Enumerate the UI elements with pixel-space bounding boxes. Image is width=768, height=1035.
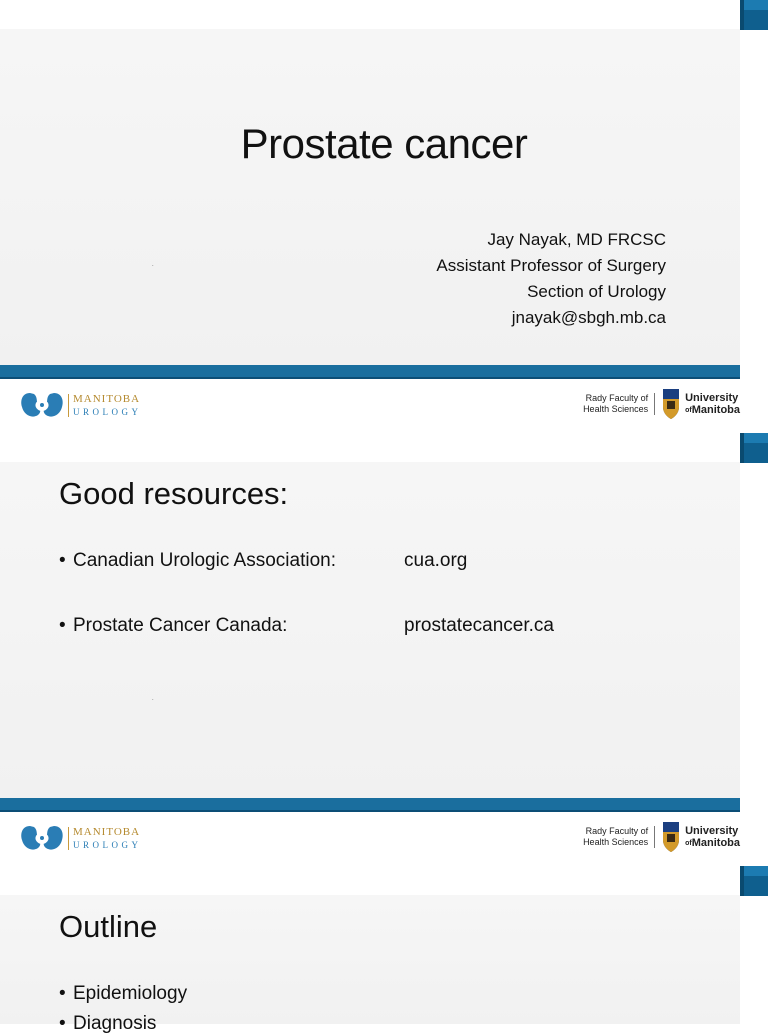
slide-tab-marker bbox=[740, 433, 768, 463]
logo-text-urology: UROLOGY bbox=[73, 406, 142, 417]
university-of: of bbox=[685, 839, 692, 847]
author-position: Assistant Professor of Surgery bbox=[436, 256, 666, 275]
university-of: of bbox=[685, 406, 692, 414]
manitoba-urology-logo bbox=[20, 389, 142, 421]
university-line-1: University bbox=[685, 824, 739, 837]
list-item bbox=[59, 615, 287, 637]
author-email: jnayak@sbgh.mb.ca bbox=[511, 308, 666, 327]
faculty-line-1: Rady Faculty of bbox=[585, 826, 649, 836]
bullet-icon: • bbox=[59, 550, 66, 571]
outline-item: Diagnosis bbox=[73, 1013, 157, 1034]
slide-footer bbox=[0, 365, 740, 461]
kidney-logo-icon bbox=[20, 822, 64, 854]
stray-dot: . bbox=[152, 696, 154, 702]
university-manitoba-logo bbox=[583, 387, 740, 421]
bullet-icon: • bbox=[59, 1013, 66, 1034]
resource-name: Prostate Cancer Canada: bbox=[73, 615, 288, 636]
faculty-line-1: Rady Faculty of bbox=[585, 393, 649, 403]
university-shield-icon bbox=[661, 387, 681, 421]
outline-item: Epidemiology bbox=[73, 983, 188, 1004]
slide-tab-marker bbox=[740, 866, 768, 896]
list-item bbox=[59, 550, 336, 572]
resource-link[interactable]: cua.org bbox=[404, 550, 468, 571]
slide-heading: Good resources: bbox=[59, 476, 289, 511]
author-section: Section of Urology bbox=[527, 282, 666, 301]
logo-text-manitoba: MANITOBA bbox=[73, 392, 141, 405]
slide-footer bbox=[0, 798, 740, 894]
stray-dot: . bbox=[152, 262, 154, 268]
slide-heading: Outline bbox=[59, 909, 158, 944]
logo-text-urology: UROLOGY bbox=[73, 839, 142, 850]
slide-title: Prostate cancer bbox=[240, 120, 528, 167]
kidney-logo-icon bbox=[20, 389, 64, 421]
author-name: Jay Nayak, MD FRCSC bbox=[487, 230, 666, 249]
university-line-2: Manitoba bbox=[691, 836, 740, 849]
bullet-icon: • bbox=[59, 615, 66, 636]
footer-bar bbox=[0, 798, 740, 810]
footer-bar bbox=[0, 365, 740, 377]
list-item bbox=[59, 1013, 156, 1035]
footer-logos bbox=[0, 379, 740, 461]
logo-text-manitoba: MANITOBA bbox=[73, 825, 141, 838]
slide-tab-marker bbox=[740, 0, 768, 30]
bullet-icon: • bbox=[59, 983, 66, 1004]
resource-link[interactable]: prostatecancer.ca bbox=[404, 615, 554, 636]
university-line-1: University bbox=[685, 391, 739, 404]
list-item bbox=[59, 983, 187, 1005]
resource-name: Canadian Urologic Association: bbox=[73, 550, 336, 571]
author-block bbox=[436, 227, 666, 331]
university-shield-icon bbox=[661, 820, 681, 854]
footer-logos bbox=[0, 812, 740, 894]
manitoba-urology-logo bbox=[20, 822, 142, 854]
university-manitoba-logo bbox=[583, 820, 740, 854]
university-line-2: Manitoba bbox=[691, 403, 740, 416]
faculty-line-2: Health Sciences bbox=[583, 837, 649, 847]
faculty-line-2: Health Sciences bbox=[583, 404, 649, 414]
